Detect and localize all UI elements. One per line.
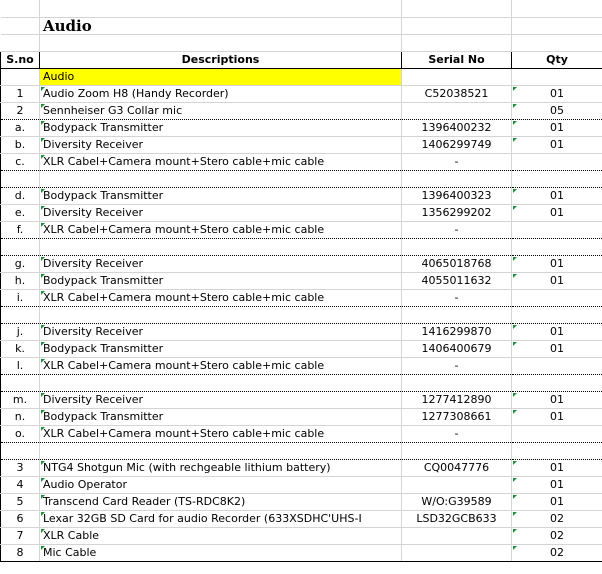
table-row: [1, 102, 602, 119]
serial-cell[interactable]: 1396400232: [402, 119, 512, 136]
description-cell[interactable]: Lexar 32GB SD Card for audio Recorder (633XSDHC'UHS-I: [40, 510, 402, 527]
sno-cell[interactable]: 4: [1, 476, 40, 493]
description-cell[interactable]: Bodypack Transmitter: [40, 340, 402, 357]
cell[interactable]: [402, 442, 512, 459]
description-cell[interactable]: Bodypack Transmitter: [40, 408, 402, 425]
table-row: [1, 527, 602, 544]
cell[interactable]: [40, 442, 402, 459]
serial-cell[interactable]: 1406400679: [402, 340, 512, 357]
qty-cell[interactable]: 02: [512, 527, 602, 544]
description-cell[interactable]: Bodypack Transmitter: [40, 187, 402, 204]
cell[interactable]: [512, 34, 602, 51]
cell[interactable]: [512, 170, 602, 187]
cell[interactable]: [512, 17, 602, 34]
description-cell[interactable]: XLR Cabel+Camera mount+Stero cable+mic cable: [40, 357, 402, 374]
sno-cell[interactable]: g.: [1, 255, 40, 272]
serial-cell[interactable]: CQ0047776: [402, 459, 512, 476]
sno-cell[interactable]: 2: [1, 102, 40, 119]
description-cell[interactable]: XLR Cabel+Camera mount+Stero cable+mic cable: [40, 221, 402, 238]
category-label[interactable]: Audio: [40, 68, 402, 85]
description-cell[interactable]: NTG4 Shotgun Mic (with rechgeable lithium battery): [40, 459, 402, 476]
serial-cell[interactable]: [402, 527, 512, 544]
table-row: [1, 493, 602, 510]
header-serial[interactable]: Serial No: [402, 51, 512, 68]
qty-cell[interactable]: 01: [512, 476, 602, 493]
qty-cell[interactable]: 01: [512, 391, 602, 408]
cell[interactable]: [1, 170, 40, 187]
serial-cell[interactable]: -: [402, 425, 512, 442]
cell[interactable]: [1, 374, 40, 391]
cell[interactable]: [402, 374, 512, 391]
serial-cell[interactable]: -: [402, 357, 512, 374]
cell[interactable]: [402, 17, 512, 34]
serial-cell[interactable]: [402, 102, 512, 119]
description-cell[interactable]: Audio Zoom H8 (Handy Recorder): [40, 85, 402, 102]
description-cell[interactable]: Bodypack Transmitter: [40, 119, 402, 136]
description-cell[interactable]: Diversity Receiver: [40, 255, 402, 272]
header-descriptions[interactable]: Descriptions: [40, 51, 402, 68]
header-sno[interactable]: S.no: [1, 51, 40, 68]
serial-cell[interactable]: W/O:G39589: [402, 493, 512, 510]
sno-cell[interactable]: i.: [1, 289, 40, 306]
qty-cell[interactable]: 01: [512, 119, 602, 136]
table-row: [1, 544, 602, 561]
serial-cell[interactable]: 1277412890: [402, 391, 512, 408]
sno-cell[interactable]: n.: [1, 408, 40, 425]
sno-cell[interactable]: 6: [1, 510, 40, 527]
serial-cell[interactable]: C52038521: [402, 85, 512, 102]
cell[interactable]: [40, 238, 402, 255]
qty-cell[interactable]: [512, 153, 602, 170]
description-cell[interactable]: XLR Cabel+Camera mount+Stero cable+mic cable: [40, 425, 402, 442]
qty-cell[interactable]: 01: [512, 340, 602, 357]
cell[interactable]: [402, 34, 512, 51]
qty-cell[interactable]: 01: [512, 323, 602, 340]
qty-cell[interactable]: 02: [512, 510, 602, 527]
qty-cell[interactable]: 01: [512, 493, 602, 510]
sno-cell[interactable]: j.: [1, 323, 40, 340]
serial-cell[interactable]: 4055011632: [402, 272, 512, 289]
sno-cell[interactable]: 5: [1, 493, 40, 510]
cell[interactable]: [1, 68, 40, 85]
sno-cell[interactable]: d.: [1, 187, 40, 204]
table-row: [1, 85, 602, 102]
description-cell[interactable]: Bodypack Transmitter: [40, 272, 402, 289]
sno-cell[interactable]: 7: [1, 527, 40, 544]
qty-cell[interactable]: 01: [512, 459, 602, 476]
serial-cell[interactable]: -: [402, 221, 512, 238]
cell[interactable]: [1, 34, 40, 51]
separator-row: [1, 442, 602, 459]
table-row: [1, 408, 602, 425]
cell[interactable]: [512, 442, 602, 459]
serial-cell[interactable]: 1356299202: [402, 204, 512, 221]
cell[interactable]: [1, 306, 40, 323]
table-row: [1, 459, 602, 476]
table-row: [1, 221, 602, 238]
table-row: [1, 510, 602, 527]
cell[interactable]: [40, 34, 402, 51]
table-row: [1, 255, 602, 272]
serial-cell[interactable]: 1416299870: [402, 323, 512, 340]
table-row: [1, 153, 602, 170]
separator-row: [1, 306, 602, 323]
cell[interactable]: [40, 0, 402, 17]
description-cell[interactable]: Diversity Receiver: [40, 204, 402, 221]
sno-cell[interactable]: e.: [1, 204, 40, 221]
grid-row-empty: [1, 0, 602, 17]
cell[interactable]: [1, 0, 40, 17]
cell[interactable]: [1, 17, 40, 34]
separator-row: [1, 374, 602, 391]
table-row: [1, 391, 602, 408]
qty-cell[interactable]: 01: [512, 408, 602, 425]
cell[interactable]: [40, 306, 402, 323]
description-cell[interactable]: Diversity Receiver: [40, 323, 402, 340]
table-row: [1, 357, 602, 374]
grid-row-empty: [1, 34, 602, 51]
sno-cell[interactable]: 3: [1, 459, 40, 476]
qty-cell[interactable]: [512, 425, 602, 442]
cell[interactable]: [512, 374, 602, 391]
description-cell[interactable]: Sennheiser G3 Collar mic: [40, 102, 402, 119]
title-row: [1, 17, 602, 34]
header-row: [1, 51, 602, 68]
header-qty[interactable]: Qty: [512, 51, 602, 68]
description-cell[interactable]: Diversity Receiver: [40, 136, 402, 153]
table-row: [1, 204, 602, 221]
sno-cell[interactable]: a.: [1, 119, 40, 136]
sno-cell[interactable]: c.: [1, 153, 40, 170]
table-row: [1, 136, 602, 153]
description-cell[interactable]: Mic Cable: [40, 544, 402, 561]
qty-cell[interactable]: 05: [512, 102, 602, 119]
description-cell[interactable]: Audio Operator: [40, 476, 402, 493]
cell[interactable]: [402, 238, 512, 255]
cell[interactable]: [40, 374, 402, 391]
description-cell[interactable]: XLR Cabel+Camera mount+Stero cable+mic cable: [40, 289, 402, 306]
description-cell[interactable]: XLR Cabel+Camera mount+Stero cable+mic cable: [40, 153, 402, 170]
sno-cell[interactable]: k.: [1, 340, 40, 357]
serial-cell[interactable]: [402, 544, 512, 561]
description-cell[interactable]: Diversity Receiver: [40, 391, 402, 408]
qty-cell[interactable]: 01: [512, 187, 602, 204]
cell[interactable]: [1, 238, 40, 255]
cell[interactable]: [512, 0, 602, 17]
description-cell[interactable]: Transcend Card Reader (TS-RDC8K2): [40, 493, 402, 510]
serial-cell[interactable]: 1277308661: [402, 408, 512, 425]
qty-cell[interactable]: [512, 289, 602, 306]
sno-cell[interactable]: 1: [1, 85, 40, 102]
qty-cell[interactable]: 01: [512, 255, 602, 272]
sno-cell[interactable]: f.: [1, 221, 40, 238]
table-row: [1, 323, 602, 340]
cell[interactable]: [402, 170, 512, 187]
table-row: [1, 476, 602, 493]
sno-cell[interactable]: l.: [1, 357, 40, 374]
item-rows: [1, 85, 602, 561]
sno-cell[interactable]: o.: [1, 425, 40, 442]
serial-cell[interactable]: LSD32GCB633: [402, 510, 512, 527]
separator-row: [1, 170, 602, 187]
description-cell[interactable]: XLR Cable: [40, 527, 402, 544]
cell[interactable]: [402, 0, 512, 17]
cell[interactable]: [402, 68, 512, 85]
qty-cell[interactable]: 01: [512, 136, 602, 153]
cell[interactable]: [512, 238, 602, 255]
category-row: [1, 68, 602, 85]
table-row: [1, 119, 602, 136]
qty-cell[interactable]: 01: [512, 204, 602, 221]
sno-cell[interactable]: b.: [1, 136, 40, 153]
cell[interactable]: [40, 170, 402, 187]
qty-cell[interactable]: [512, 221, 602, 238]
qty-cell[interactable]: [512, 357, 602, 374]
serial-cell[interactable]: -: [402, 289, 512, 306]
serial-cell[interactable]: 4065018768: [402, 255, 512, 272]
table-row: [1, 289, 602, 306]
cell[interactable]: [512, 306, 602, 323]
sno-cell[interactable]: m.: [1, 391, 40, 408]
serial-cell[interactable]: [402, 476, 512, 493]
qty-cell[interactable]: 02: [512, 544, 602, 561]
sheet-title[interactable]: Audio: [40, 17, 402, 34]
sno-cell[interactable]: 8: [1, 544, 40, 561]
table-row: [1, 187, 602, 204]
serial-cell[interactable]: -: [402, 153, 512, 170]
qty-cell[interactable]: 01: [512, 272, 602, 289]
serial-cell[interactable]: 1406299749: [402, 136, 512, 153]
qty-cell[interactable]: 01: [512, 85, 602, 102]
sno-cell[interactable]: h.: [1, 272, 40, 289]
serial-cell[interactable]: 1396400323: [402, 187, 512, 204]
cell[interactable]: [402, 306, 512, 323]
cell[interactable]: [1, 442, 40, 459]
table-row: [1, 425, 602, 442]
table-row: [1, 272, 602, 289]
cell[interactable]: [512, 68, 602, 85]
table-row: [1, 340, 602, 357]
separator-row: [1, 238, 602, 255]
